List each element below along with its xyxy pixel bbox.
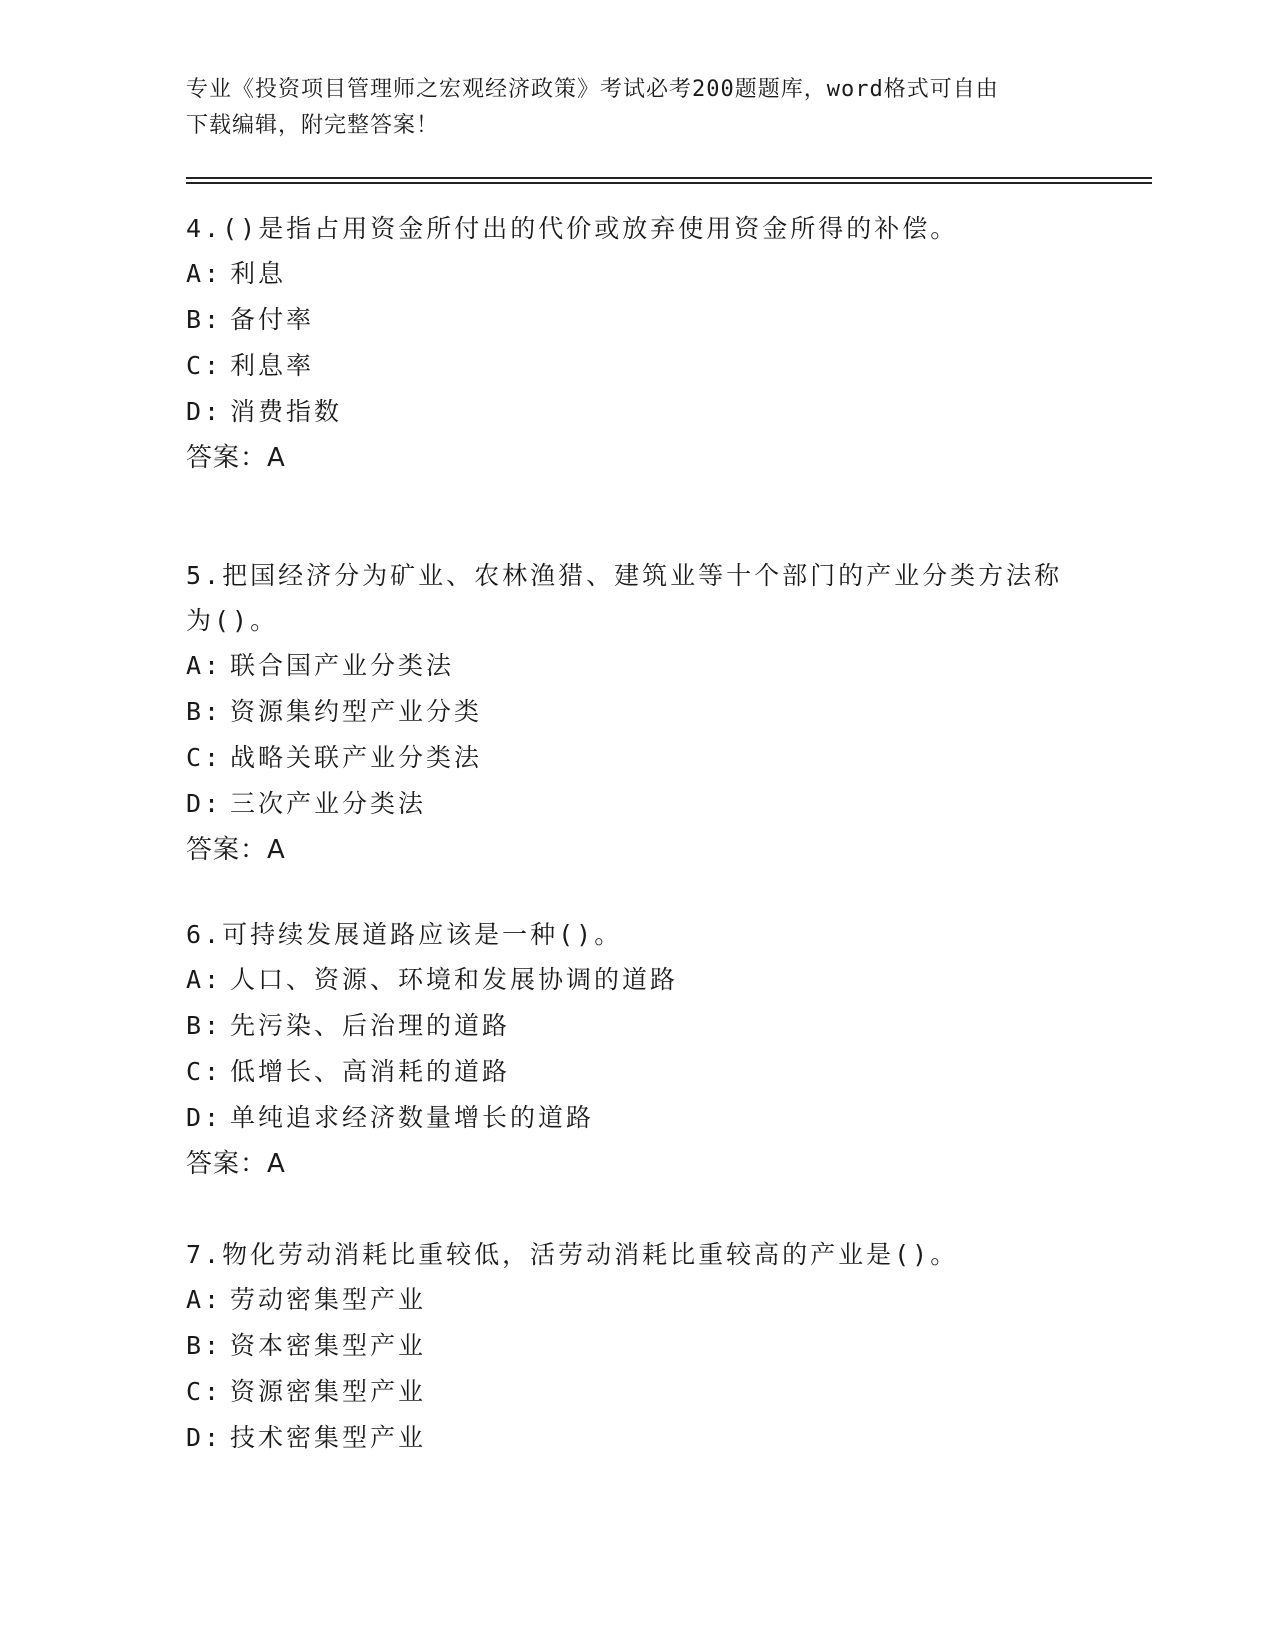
option-letter: A:	[186, 1285, 223, 1314]
option-c	[186, 343, 1086, 389]
option-text: 低增长、高消耗的道路	[230, 1057, 511, 1086]
option-letter: C:	[186, 743, 223, 772]
question-stem: 7.物化劳动消耗比重较低，活劳动消耗比重较高的产业是()。	[186, 1240, 959, 1269]
question-stem: 5.把国经济分为矿业、农林渔猎、建筑业等十个部门的产业分类方法称为()。	[186, 561, 1063, 635]
option-letter: D:	[186, 1423, 223, 1452]
option-d	[186, 389, 1086, 435]
question-6	[186, 912, 1086, 1187]
option-text: 先污染、后治理的道路	[230, 1011, 511, 1040]
option-text: 资源密集型产业	[230, 1377, 427, 1406]
question-7	[186, 1232, 1086, 1461]
option-b	[186, 1323, 1086, 1369]
option-text: 战略关联产业分类法	[230, 743, 483, 772]
option-a	[186, 643, 1086, 689]
option-text: 消费指数	[230, 397, 343, 426]
option-text: 人口、资源、环境和发展协调的道路	[230, 965, 679, 994]
option-text: 劳动密集型产业	[230, 1285, 427, 1314]
option-text: 资本密集型产业	[230, 1331, 427, 1360]
option-letter: B:	[186, 1011, 223, 1040]
header-divider-bottom	[186, 182, 1152, 184]
option-d	[186, 1095, 1086, 1141]
option-b	[186, 689, 1086, 735]
option-c	[186, 735, 1086, 781]
header-line-2: 下载编辑，附完整答案！	[186, 113, 440, 138]
question-stem: 6.可持续发展道路应该是一种()。	[186, 920, 623, 949]
option-letter: C:	[186, 351, 223, 380]
option-c	[186, 1369, 1086, 1415]
option-text: 三次产业分类法	[230, 789, 427, 818]
option-text: 联合国产业分类法	[230, 651, 455, 680]
option-letter: B:	[186, 305, 223, 334]
answer-label: 答案：A	[186, 835, 286, 865]
option-text: 技术密集型产业	[230, 1423, 427, 1452]
option-letter: D:	[186, 789, 223, 818]
option-letter: B:	[186, 1331, 223, 1360]
option-letter: C:	[186, 1377, 223, 1406]
header-divider-top	[186, 177, 1152, 179]
option-b	[186, 297, 1086, 343]
option-letter: A:	[186, 965, 223, 994]
question-stem: 4.()是指占用资金所付出的代价或放弃使用资金所得的补偿。	[186, 214, 959, 243]
option-d	[186, 781, 1086, 827]
answer-label: 答案：A	[186, 1149, 286, 1179]
option-text: 资源集约型产业分类	[230, 697, 483, 726]
option-letter: D:	[186, 397, 223, 426]
question-5	[186, 553, 1086, 873]
option-letter: A:	[186, 651, 223, 680]
option-text: 单纯追求经济数量增长的道路	[230, 1103, 595, 1132]
option-letter: D:	[186, 1103, 223, 1132]
document-header	[186, 72, 1066, 144]
header-line-1: 专业《投资项目管理师之宏观经济政策》考试必考200题题库，word格式可自由	[186, 77, 999, 102]
option-b	[186, 1003, 1086, 1049]
option-letter: C:	[186, 1057, 223, 1086]
option-letter: B:	[186, 697, 223, 726]
option-text: 备付率	[230, 305, 315, 334]
answer-label: 答案：A	[186, 443, 286, 473]
question-4	[186, 206, 1086, 481]
option-a	[186, 251, 1086, 297]
option-a	[186, 1277, 1086, 1323]
option-d	[186, 1415, 1086, 1461]
option-text: 利息	[230, 259, 287, 288]
option-text: 利息率	[230, 351, 315, 380]
option-c	[186, 1049, 1086, 1095]
option-a	[186, 957, 1086, 1003]
option-letter: A:	[186, 259, 223, 288]
